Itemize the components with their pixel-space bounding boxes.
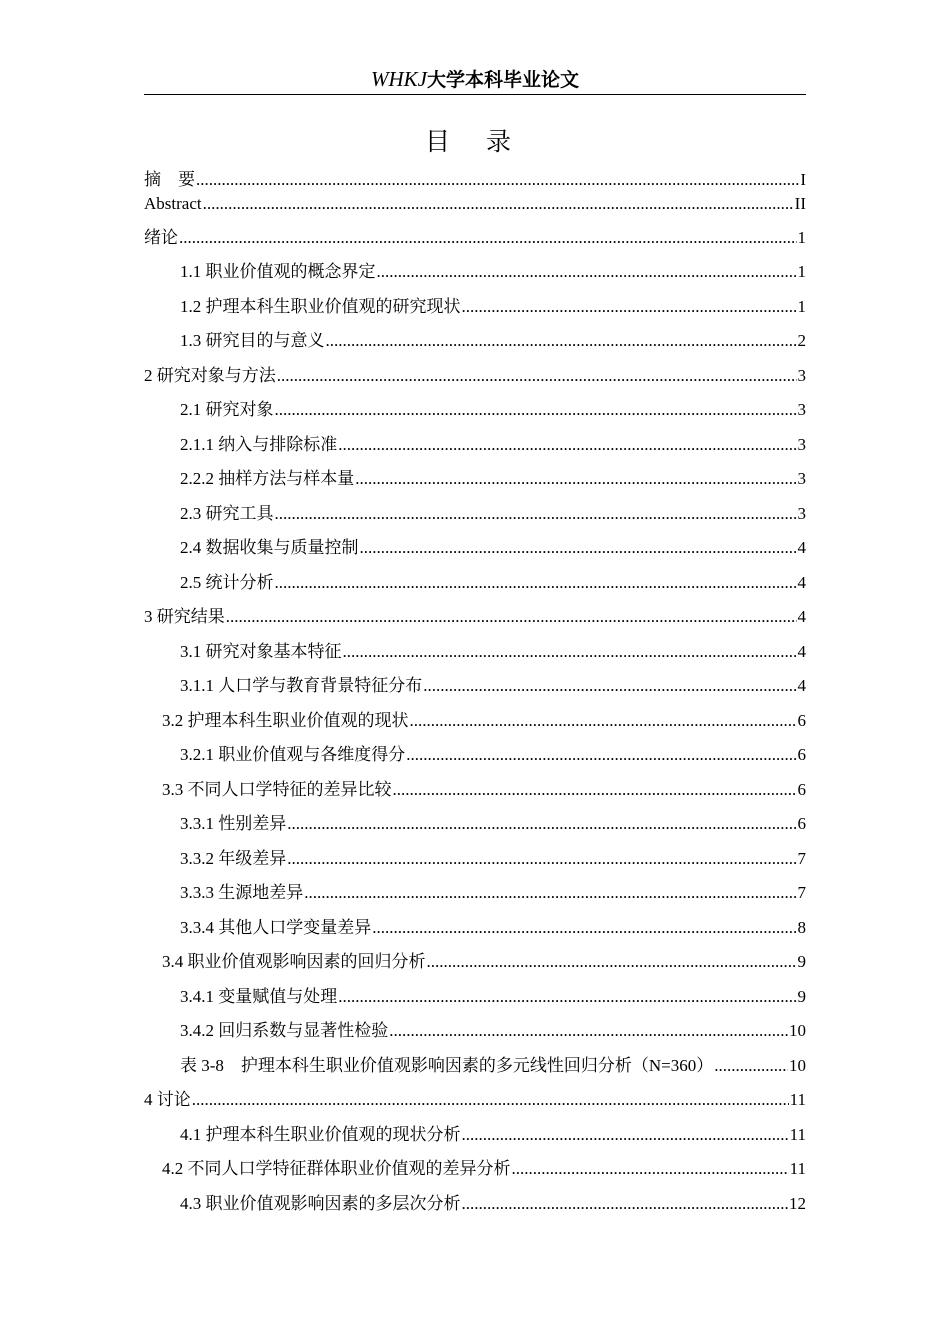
- toc-entry[interactable]: [180, 1122, 806, 1148]
- toc-entry[interactable]: [180, 915, 806, 941]
- toc-entry[interactable]: [180, 294, 806, 320]
- toc-entry-page: 12: [789, 1194, 806, 1213]
- toc-entry-page: 6: [797, 745, 806, 764]
- toc-leader-dots: [304, 880, 796, 906]
- toc-entry[interactable]: [180, 742, 806, 768]
- toc-entry-label: 3 研究结果: [144, 607, 225, 626]
- toc-leader-dots: [372, 915, 796, 941]
- toc-leader-dots: [287, 846, 796, 872]
- toc-entry[interactable]: [180, 1053, 806, 1079]
- toc-entry-label: 3.4.1 变量赋值与处理: [180, 987, 338, 1006]
- toc-entry-label: 绪论: [144, 228, 178, 247]
- toc-entry-label: 3.1 研究对象基本特征: [180, 642, 342, 661]
- toc-leader-dots: [226, 604, 797, 630]
- toc-entry-label: 3.3.4 其他人口学变量差异: [180, 918, 372, 937]
- toc-entry[interactable]: [180, 397, 806, 423]
- toc-entry-label: 3.3.1 性别差异: [180, 814, 287, 833]
- toc-entry-page: 1: [797, 297, 806, 316]
- toc-entry-page: 6: [797, 814, 806, 833]
- toc-entry-page: 9: [797, 987, 806, 1006]
- toc-entry-label: 2.1 研究对象: [180, 400, 274, 419]
- toc-leader-dots: [355, 466, 796, 492]
- toc-leader-dots: [287, 811, 796, 837]
- toc-leader-dots: [275, 397, 797, 423]
- toc-entry[interactable]: [144, 363, 806, 389]
- toc-entry[interactable]: [162, 777, 806, 803]
- toc-leader-dots: [462, 294, 797, 320]
- toc-entry-label: 3.1.1 人口学与教育背景特征分布: [180, 676, 423, 695]
- toc-entry-label: 2.1.1 纳入与排除标准: [180, 435, 338, 454]
- page-title: 目 录: [425, 127, 525, 156]
- toc-entry-label: 3.3 不同人口学特征的差异比较: [162, 780, 392, 799]
- toc-entry-page: 11: [789, 1159, 806, 1178]
- toc-entry-page: 9: [797, 952, 806, 971]
- toc-entry[interactable]: [180, 535, 806, 561]
- toc-entry-page: I: [800, 170, 806, 189]
- toc-entry-label: 2.3 研究工具: [180, 504, 274, 523]
- toc-entry-page: 11: [789, 1125, 806, 1144]
- toc-entry-label: 2.2.2 抽样方法与样本量: [180, 469, 355, 488]
- toc-entry-page: 1: [797, 262, 806, 281]
- toc-leader-dots: [277, 363, 797, 389]
- toc-entry-page: 7: [797, 883, 806, 902]
- toc-leader-dots: [192, 1087, 789, 1113]
- toc-entry[interactable]: [180, 880, 806, 906]
- toc-leader-dots: [512, 1156, 789, 1182]
- toc-entry[interactable]: [180, 432, 806, 458]
- toc-entry[interactable]: [180, 673, 806, 699]
- toc-entry-page: 4: [797, 642, 806, 661]
- toc-entry[interactable]: [144, 225, 806, 251]
- toc-entry[interactable]: [162, 1156, 806, 1182]
- toc-leader-dots: [196, 167, 799, 193]
- toc-leader-dots: [275, 501, 797, 527]
- toc-entry-label: 2.4 数据收集与质量控制: [180, 538, 359, 557]
- toc-entry-label: 表 3-8 护理本科生职业价值观影响因素的多元线性回归分析（N=360）: [180, 1056, 714, 1075]
- toc-entry-page: 2: [797, 331, 806, 350]
- toc-leader-dots: [275, 570, 797, 596]
- toc-entry-page: 8: [797, 918, 806, 937]
- toc-entry[interactable]: [180, 328, 806, 354]
- toc-entry-label: 1.1 职业价值观的概念界定: [180, 262, 376, 281]
- toc-entry-label: 4.2 不同人口学特征群体职业价值观的差异分析: [162, 1159, 511, 1178]
- toc-leader-dots: [343, 639, 797, 665]
- toc-entry-page: 6: [797, 711, 806, 730]
- header-text: 大学本科毕业论文: [426, 69, 579, 91]
- toc-entry[interactable]: [180, 1191, 806, 1217]
- toc-entry-label: 1.3 研究目的与意义: [180, 331, 325, 350]
- toc-entry-label: 3.2.1 职业价值观与各维度得分: [180, 745, 406, 764]
- toc-entry-page: 7: [797, 849, 806, 868]
- toc-entry[interactable]: [180, 1018, 806, 1044]
- toc-entry-page: 10: [789, 1056, 806, 1075]
- toc-leader-dots: [427, 949, 797, 975]
- toc-leader-dots: [714, 1053, 788, 1079]
- toc-entry-label: 3.4 职业价值观影响因素的回归分析: [162, 952, 426, 971]
- toc-entry-label: 2.5 统计分析: [180, 573, 274, 592]
- toc-entry[interactable]: [180, 639, 806, 665]
- toc-entry[interactable]: [180, 501, 806, 527]
- toc-entry-label: 3.3.3 生源地差异: [180, 883, 304, 902]
- toc-entry-page: 4: [797, 676, 806, 695]
- toc-entry-label: 4 讨论: [144, 1090, 191, 1109]
- header-brand: WHKJ: [370, 67, 427, 91]
- toc-leader-dots: [338, 432, 796, 458]
- toc-leader-dots: [377, 259, 797, 285]
- toc-entry[interactable]: [180, 466, 806, 492]
- toc-leader-dots: [203, 191, 794, 217]
- toc-entry-label: 3.3.2 年级差异: [180, 849, 287, 868]
- toc-entry-page: 3: [797, 504, 806, 523]
- toc-entry[interactable]: [162, 949, 806, 975]
- toc-entry-page: 11: [789, 1090, 806, 1109]
- toc-entry[interactable]: [144, 167, 806, 193]
- toc-entry-page: 1: [797, 228, 806, 247]
- toc-entry-page: 4: [797, 607, 806, 626]
- toc-leader-dots: [406, 742, 796, 768]
- toc-entry[interactable]: [144, 1087, 806, 1113]
- toc-leader-dots: [360, 535, 797, 561]
- page-header: [144, 64, 806, 95]
- toc-leader-dots: [462, 1122, 789, 1148]
- toc-entry-label: 1.2 护理本科生职业价值观的研究现状: [180, 297, 461, 316]
- toc-leader-dots: [179, 225, 797, 251]
- toc-entry-label: 4.3 职业价值观影响因素的多层次分析: [180, 1194, 461, 1213]
- toc-entry[interactable]: [162, 708, 806, 734]
- toc-entry-page: II: [794, 194, 806, 213]
- toc-entry-page: 3: [797, 469, 806, 488]
- toc-entry[interactable]: [180, 570, 806, 596]
- toc-entry[interactable]: [180, 984, 806, 1010]
- toc-leader-dots: [389, 1018, 788, 1044]
- toc-entry[interactable]: [144, 604, 806, 630]
- toc-entry-label: 2 研究对象与方法: [144, 366, 276, 385]
- toc-entry-page: 3: [797, 400, 806, 419]
- toc-entry-label: Abstract: [144, 194, 202, 213]
- toc-entry[interactable]: [144, 191, 806, 217]
- toc-entry-page: 6: [797, 780, 806, 799]
- toc-entry[interactable]: [180, 259, 806, 285]
- toc-leader-dots: [423, 673, 796, 699]
- toc-leader-dots: [462, 1191, 789, 1217]
- toc-entry-page: 3: [797, 435, 806, 454]
- toc-leader-dots: [326, 328, 797, 354]
- toc-entry[interactable]: [180, 811, 806, 837]
- toc-entry-page: 4: [797, 573, 806, 592]
- toc-entry-label: 摘 要: [144, 170, 195, 189]
- toc-entry-label: 3.2 护理本科生职业价值观的现状: [162, 711, 409, 730]
- toc-leader-dots: [393, 777, 797, 803]
- toc-leader-dots: [338, 984, 796, 1010]
- toc-entry-label: 3.4.2 回归系数与显著性检验: [180, 1021, 389, 1040]
- toc-entry[interactable]: [180, 846, 806, 872]
- toc-entry-page: 10: [789, 1021, 806, 1040]
- toc-entry-label: 4.1 护理本科生职业价值观的现状分析: [180, 1125, 461, 1144]
- toc-leader-dots: [410, 708, 797, 734]
- toc-entry-page: 4: [797, 538, 806, 557]
- toc-entry-page: 3: [797, 366, 806, 385]
